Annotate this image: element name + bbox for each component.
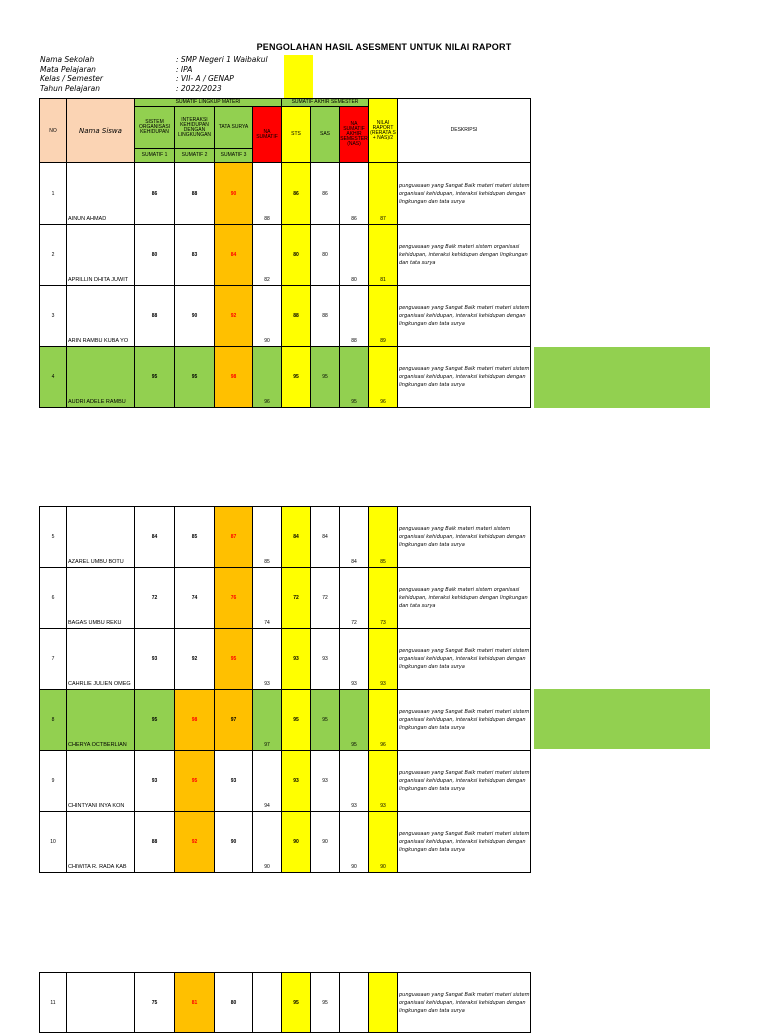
score-s3: 92: [215, 286, 253, 347]
info-row-class: [40, 74, 286, 84]
table-row: [40, 629, 531, 690]
score-na: 97: [264, 742, 270, 748]
row-no: 1: [40, 163, 67, 225]
na-cell: [253, 507, 282, 568]
name-cell: [67, 690, 135, 751]
row-no: 11: [40, 973, 67, 1033]
student-name: AUDRI ADELE RAMBU: [68, 399, 126, 405]
info-value: : VII- A / GENAP: [176, 74, 234, 83]
info-label: Nama Sekolah: [40, 55, 95, 64]
score-sts: 90: [282, 812, 311, 873]
nas-cell: [340, 347, 369, 408]
score-sas: 72: [311, 568, 340, 629]
na-cell: [253, 347, 282, 408]
grade-table-page-2: [39, 506, 531, 873]
na-cell: [253, 812, 282, 873]
score-s3: 98: [215, 347, 253, 408]
score-nr: 85: [380, 559, 386, 565]
score-s3: 84: [215, 225, 253, 286]
nr-cell: [369, 690, 398, 751]
description: penguasaan yang Sangat Baik materi materi sistem organisasi kehidupan, interaksi kehidupan dengan lingkungan dan tata surya: [398, 629, 531, 690]
score-s3: 97: [215, 690, 253, 751]
col-header-deskripsi: DESKRIPSI: [398, 99, 531, 163]
row-no: 5: [40, 507, 67, 568]
score-sts: 86: [282, 163, 311, 225]
name-cell: [67, 568, 135, 629]
col-header-sas: SAS: [311, 107, 340, 163]
score-s3: 90: [215, 812, 253, 873]
score-s3: 93: [215, 751, 253, 812]
score-nas: 88: [351, 338, 357, 344]
score-s1: 95: [135, 347, 175, 408]
nr-cell: [369, 347, 398, 408]
highlight-box: [284, 55, 313, 102]
score-sts: 72: [282, 568, 311, 629]
row-no: 6: [40, 568, 67, 629]
description: penguasaan yang Baik materi sistem organisasi kehidupan, interaksi kehidupan dengan lingkungan dan tata surya: [398, 225, 531, 286]
score-s1: 95: [135, 690, 175, 751]
nas-cell: [340, 751, 369, 812]
row-no: 2: [40, 225, 67, 286]
nr-cell: [369, 163, 398, 225]
score-sas: 95: [311, 690, 340, 751]
row-highlight-strip: [534, 347, 710, 408]
score-s2: 92: [175, 812, 215, 873]
score-nr: 89: [380, 338, 386, 344]
description: penguasaan yang Sangat Baik materi materi sistem organisasi kehidupan, interaksi kehidupan dengan lingkungan dan tata surya: [398, 347, 531, 408]
score-na: 82: [264, 277, 270, 283]
score-s3: 87: [215, 507, 253, 568]
col-header-name: Nama Siswa: [67, 99, 135, 163]
student-name: CHERYA OCTBERLIAN: [68, 742, 127, 748]
table-row: [40, 507, 531, 568]
nr-cell: [369, 751, 398, 812]
name-cell: [67, 812, 135, 873]
student-name: AINUN AHMAD: [68, 216, 107, 222]
description: penguasaan yang Baik materi sistem organisasi kehidupan, interaksi kehidupan dengan lingkungan dan tata surya: [398, 568, 531, 629]
score-sas: 80: [311, 225, 340, 286]
table-row: [40, 225, 531, 286]
score-s1: 86: [135, 163, 175, 225]
student-name: ARIN RAMBU KUBA YO: [68, 338, 129, 344]
score-sas: 84: [311, 507, 340, 568]
nas-cell: [340, 812, 369, 873]
info-value: : IPA: [176, 64, 193, 74]
score-na: 88: [264, 216, 270, 222]
score-sts: 95: [282, 347, 311, 408]
score-nas: 95: [351, 399, 357, 405]
score-s1: 80: [135, 225, 175, 286]
info-row-year: [40, 84, 286, 94]
score-s1: 93: [135, 629, 175, 690]
description: punguasaan yang Sangat Baik materi materi sistem organisasi kehidupan, interaksi kehidupan dengan lingkungan dan tata surya: [398, 163, 531, 225]
score-na: 85: [264, 559, 270, 565]
score-nas: 84: [351, 559, 357, 565]
row-highlight-strip: [534, 689, 710, 749]
info-value: : 2022/2023: [176, 83, 222, 93]
score-s1: 72: [135, 568, 175, 629]
score-sts: 84: [282, 507, 311, 568]
na-cell: [253, 286, 282, 347]
grade-table-page-1: [39, 98, 531, 408]
table-row: [40, 347, 531, 408]
col-header-s2: INTERAKSI KEHIDUPAN DENGAN LINGKUNGAN: [175, 107, 215, 149]
col-header-na-sumatif: NA SUMATIF: [253, 107, 282, 163]
nas-cell: [340, 629, 369, 690]
score-s2: 74: [175, 568, 215, 629]
description: punguasaan yang Sangat Baik materi materi sistem organisasi kehidupan, interaksi kehidupan dengan lingkungan dan tata surya: [398, 973, 531, 1033]
name-cell: [67, 507, 135, 568]
score-nr: 96: [380, 742, 386, 748]
score-s3: 80: [215, 973, 253, 1033]
score-na: 74: [264, 620, 270, 626]
score-na: 94: [264, 803, 270, 809]
score-sas: 93: [311, 629, 340, 690]
nr-cell: [369, 568, 398, 629]
description: penguasaan yang Sangat Baik materi materi sistem organisasi kehidupan, interaksi kehidupan dengan lingkungan dan tata surya: [398, 690, 531, 751]
score-nas: 90: [351, 864, 357, 870]
score-na: 93: [264, 681, 270, 687]
row-no: 7: [40, 629, 67, 690]
description: penguasaan yang Baik materi materi sistem organisasi kehidupan, interaksi kehidupan dengan lingkungan dan tata surya: [398, 507, 531, 568]
name-cell: [67, 225, 135, 286]
score-s2: 95: [175, 347, 215, 408]
score-nas: 86: [351, 216, 357, 222]
nr-cell: [369, 812, 398, 873]
info-value: : SMP Negeri 1 Waibakul: [176, 55, 268, 64]
score-nr: 87: [380, 216, 386, 222]
col-header-sumatif-3: SUMATIF 3: [215, 149, 253, 163]
description: penguasaan yang Sangat Baik materi materi sistem organisasi kehidupan, interaksi kehidupan dengan lingkungan dan tata surya: [398, 812, 531, 873]
score-s2: 88: [175, 163, 215, 225]
table-row: [40, 751, 531, 812]
score-s1: 88: [135, 286, 175, 347]
score-na: 90: [264, 864, 270, 870]
score-s2: 90: [175, 286, 215, 347]
info-label: Tahun Pelajaran: [40, 83, 100, 93]
score-na: 96: [264, 399, 270, 405]
na-cell: [253, 568, 282, 629]
score-sts: 93: [282, 629, 311, 690]
score-s2: 92: [175, 629, 215, 690]
score-nas: 72: [351, 620, 357, 626]
student-name: CAHRLIE JULIEN OMEG: [68, 681, 131, 687]
student-name: APRILLIN DHITA JUWIT: [68, 277, 129, 283]
row-no: 9: [40, 751, 67, 812]
score-s2: 98: [175, 690, 215, 751]
score-sas: 90: [311, 812, 340, 873]
score-s2: 85: [175, 507, 215, 568]
student-name: BAGAS UMBU REKU: [68, 620, 122, 626]
row-no: 4: [40, 347, 67, 408]
score-sts: 80: [282, 225, 311, 286]
score-nas: 80: [351, 277, 357, 283]
na-cell: [253, 751, 282, 812]
description: punguasaan yang Sangat Baik materi materi sistem organisasi kehidupan, interaksi kehidupan dengan lingkungan dan tata surya: [398, 751, 531, 812]
col-header-s1: SISTEM ORGANISASI KEHIDUPAN: [135, 107, 175, 149]
col-header-sumatif-2: SUMATIF 2: [175, 149, 215, 163]
student-name: CHIWITA R. RADA KAB: [68, 864, 127, 870]
score-sas: 93: [311, 751, 340, 812]
row-no: 10: [40, 812, 67, 873]
row-no: 8: [40, 690, 67, 751]
score-sas: 86: [311, 163, 340, 225]
score-sas: 95: [311, 973, 340, 1033]
student-name: CHINTYANI INYA KON: [68, 803, 125, 809]
score-s1: 84: [135, 507, 175, 568]
table-row: [40, 568, 531, 629]
score-s2: 95: [175, 751, 215, 812]
col-header-sts: STS: [282, 107, 311, 163]
info-row-subject: [40, 65, 286, 75]
score-s1: 93: [135, 751, 175, 812]
score-nas: 93: [351, 681, 357, 687]
score-sts: 88: [282, 286, 311, 347]
score-nas: 95: [351, 742, 357, 748]
score-na: 90: [264, 338, 270, 344]
table-row: [40, 690, 531, 751]
score-sas: 95: [311, 347, 340, 408]
table-row: [40, 812, 531, 873]
na-cell: [253, 225, 282, 286]
row-no: 3: [40, 286, 67, 347]
group-header-sumatif-akhir: SUMATIF AKHIR SEMESTER: [282, 99, 369, 107]
info-row-school: [40, 55, 286, 65]
score-sts: 95: [282, 690, 311, 751]
col-header-sumatif-1: SUMATIF 1: [135, 149, 175, 163]
student-name: AZAREL UMBU BOTU: [68, 559, 124, 565]
nr-cell: [369, 286, 398, 347]
name-cell: [67, 286, 135, 347]
score-s3: 95: [215, 629, 253, 690]
col-header-s3: TATA SURYA: [215, 107, 253, 149]
nas-cell: [340, 568, 369, 629]
nr-cell: [369, 629, 398, 690]
score-nr: 93: [380, 681, 386, 687]
score-nr: 81: [380, 277, 386, 283]
page-title: PENGOLAHAN HASIL ASESMENT UNTUK NILAI RAPORT: [256, 42, 512, 52]
nas-cell: [340, 690, 369, 751]
nas-cell: [340, 225, 369, 286]
score-s1: 75: [135, 973, 175, 1033]
score-nr: 93: [380, 803, 386, 809]
na-cell: [253, 629, 282, 690]
table-row: [40, 163, 531, 225]
description: penguasaan yang Sangat Baik materi materi sistem organisasi kehidupan, interaksi kehidupan dengan lingkungan dan tata surya: [398, 286, 531, 347]
score-s3: 76: [215, 568, 253, 629]
score-sts: 93: [282, 751, 311, 812]
score-s2: 81: [175, 973, 215, 1033]
score-s2: 83: [175, 225, 215, 286]
score-nr: 96: [380, 399, 386, 405]
score-s3: 90: [215, 163, 253, 225]
nr-cell: [369, 225, 398, 286]
name-cell: [67, 751, 135, 812]
score-nas: 93: [351, 803, 357, 809]
name-cell: [67, 347, 135, 408]
nas-cell: [340, 507, 369, 568]
nas-cell: [340, 163, 369, 225]
nr-cell: [369, 507, 398, 568]
group-header-sumatif-lingkup: SUMATIF LINGKUP MATERI: [135, 99, 282, 107]
col-header-nilai-raport: NILAI RAPORT (RERATA S + NAS)/2: [369, 99, 398, 163]
table-row: [40, 286, 531, 347]
score-sts: 95: [282, 973, 311, 1033]
col-header-no: NO: [40, 99, 67, 163]
score-nr: 90: [380, 864, 386, 870]
score-s1: 88: [135, 812, 175, 873]
na-cell: [253, 163, 282, 225]
school-info: [40, 55, 286, 93]
score-nr: 73: [380, 620, 386, 626]
info-label: Kelas / Semester: [40, 74, 103, 83]
score-sas: 88: [311, 286, 340, 347]
na-cell: [253, 690, 282, 751]
nas-cell: [340, 286, 369, 347]
info-label: Mata Pelajaran: [40, 64, 96, 74]
col-header-na-sas: NA SUMATIF AKHIR SEMESTER (NAS): [340, 107, 369, 163]
name-cell: [67, 629, 135, 690]
name-cell: [67, 163, 135, 225]
